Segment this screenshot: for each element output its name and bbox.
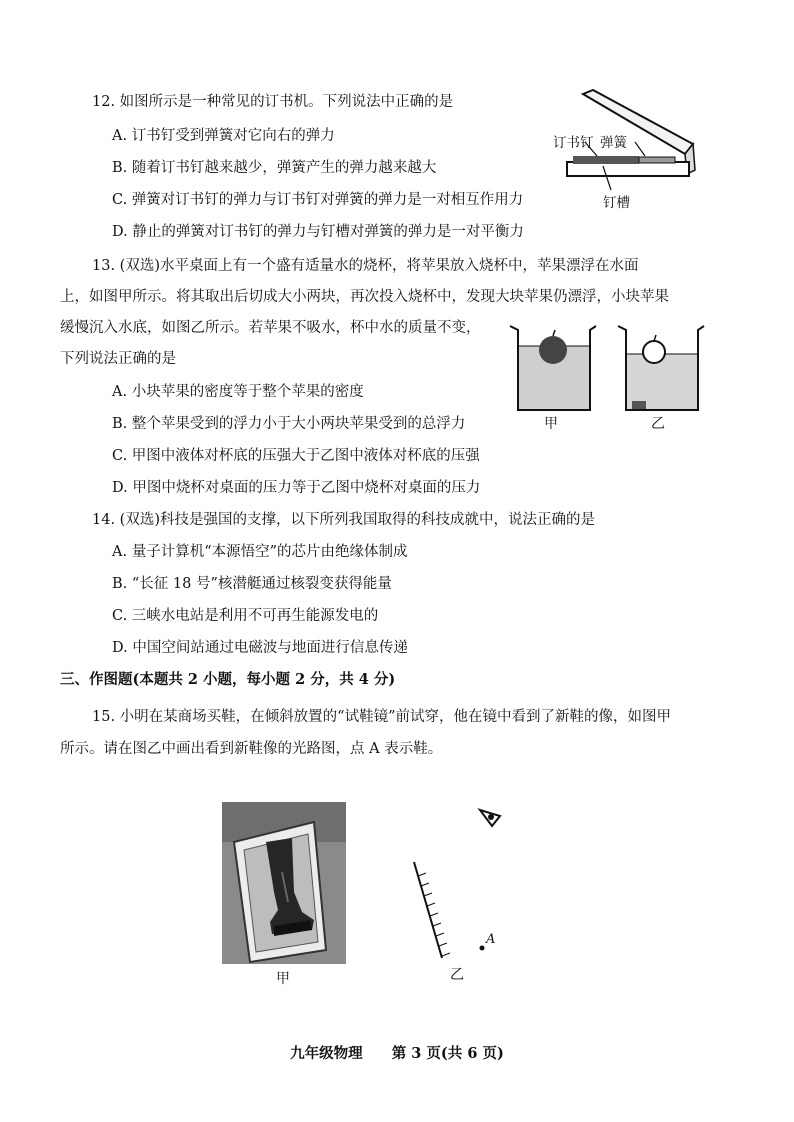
beaker-label-yi: 乙: [651, 416, 665, 432]
q13-option-d: D. 甲图中烧杯对桌面的压力等于乙图中烧杯对桌面的压力: [112, 480, 481, 496]
q12-option-b: B. 随着订书钉越来越少，弹簧产生的弹力越来越大: [112, 160, 437, 176]
ray-diagram: [400, 796, 520, 972]
section-title: 三、作图题(本题共 2 小题，每小题 2 分，共 4 分): [60, 671, 396, 688]
q14-option-a: A. 量子计算机“本源悟空”的芯片由绝缘体制成: [112, 544, 408, 560]
q13-stem-line2: 上，如图甲所示。将其取出后切成大小两块，再次投入烧杯中，发现大块苹果仍漂浮，小块苹果: [60, 289, 669, 305]
q14-option-c: C. 三峡水电站是利用不可再生能源发电的: [112, 608, 379, 624]
q15-stem-line1: 15. 小明在某商场买鞋，在倾斜放置的“试鞋镜”前试穿，他在镜中看到了新鞋的像，如图甲: [92, 709, 671, 725]
q12-option-a: A. 订书钉受到弹簧对它向右的弹力: [112, 128, 335, 144]
q12-option-c: C. 弹簧对订书钉的弹力与订书钉对弹簧的弹力是一对相互作用力: [112, 192, 524, 208]
beaker-figure-yi: [614, 320, 708, 414]
q12-stem: 12. 如图所示是一种常见的订书机。下列说法中正确的是: [92, 94, 454, 110]
stapler-label-staple: 订书钉: [553, 135, 594, 151]
stapler-label-slot: 钉槽: [603, 195, 630, 211]
q12-option-d: D. 静止的弹簧对订书钉的弹力与钉槽对弹簧的弹力是一对平衡力: [112, 224, 524, 240]
q13-option-a: A. 小块苹果的密度等于整个苹果的密度: [112, 384, 364, 400]
q13-stem-line4: 下列说法正确的是: [60, 351, 176, 367]
footer-page-number: 第 3 页(共 6 页): [391, 1045, 504, 1062]
q14-option-d: D. 中国空间站通过电磁波与地面进行信息传递: [112, 640, 408, 656]
q13-stem-line1: 13. (双选)水平桌面上有一个盛有适量水的烧杯，将苹果放入烧杯中，苹果漂浮在水面: [92, 258, 639, 274]
q13-option-c: C. 甲图中液体对杯底的压强大于乙图中液体对杯底的压强: [112, 448, 480, 464]
photo-label-jia: 甲: [276, 971, 290, 987]
beaker-label-jia: 甲: [544, 416, 558, 432]
beaker-figure-jia: [506, 320, 600, 414]
q13-option-b: B. 整个苹果受到的浮力小于大小两块苹果受到的总浮力: [112, 416, 466, 432]
page-footer: [0, 1042, 794, 1063]
footer-subject: 九年级物理: [290, 1045, 363, 1062]
q14-stem: 14. (双选)科技是强国的支撑，以下所列我国取得的科技成就中，说法正确的是: [92, 512, 595, 528]
q13-stem-line3: 缓慢沉入水底，如图乙所示。若苹果不吸水，杯中水的质量不变，: [60, 320, 481, 336]
mirror-photo: [222, 802, 346, 964]
q14-option-b: B. “长征 18 号”核潜艇通过核裂变获得能量: [112, 576, 392, 592]
diagram-label-yi: 乙: [450, 967, 464, 983]
stapler-label-spring: 弹簧: [600, 135, 627, 151]
point-a-label: A: [486, 932, 496, 947]
q15-stem-line2: 所示。请在图乙中画出看到新鞋像的光路图，点 A 表示鞋。: [60, 741, 443, 757]
